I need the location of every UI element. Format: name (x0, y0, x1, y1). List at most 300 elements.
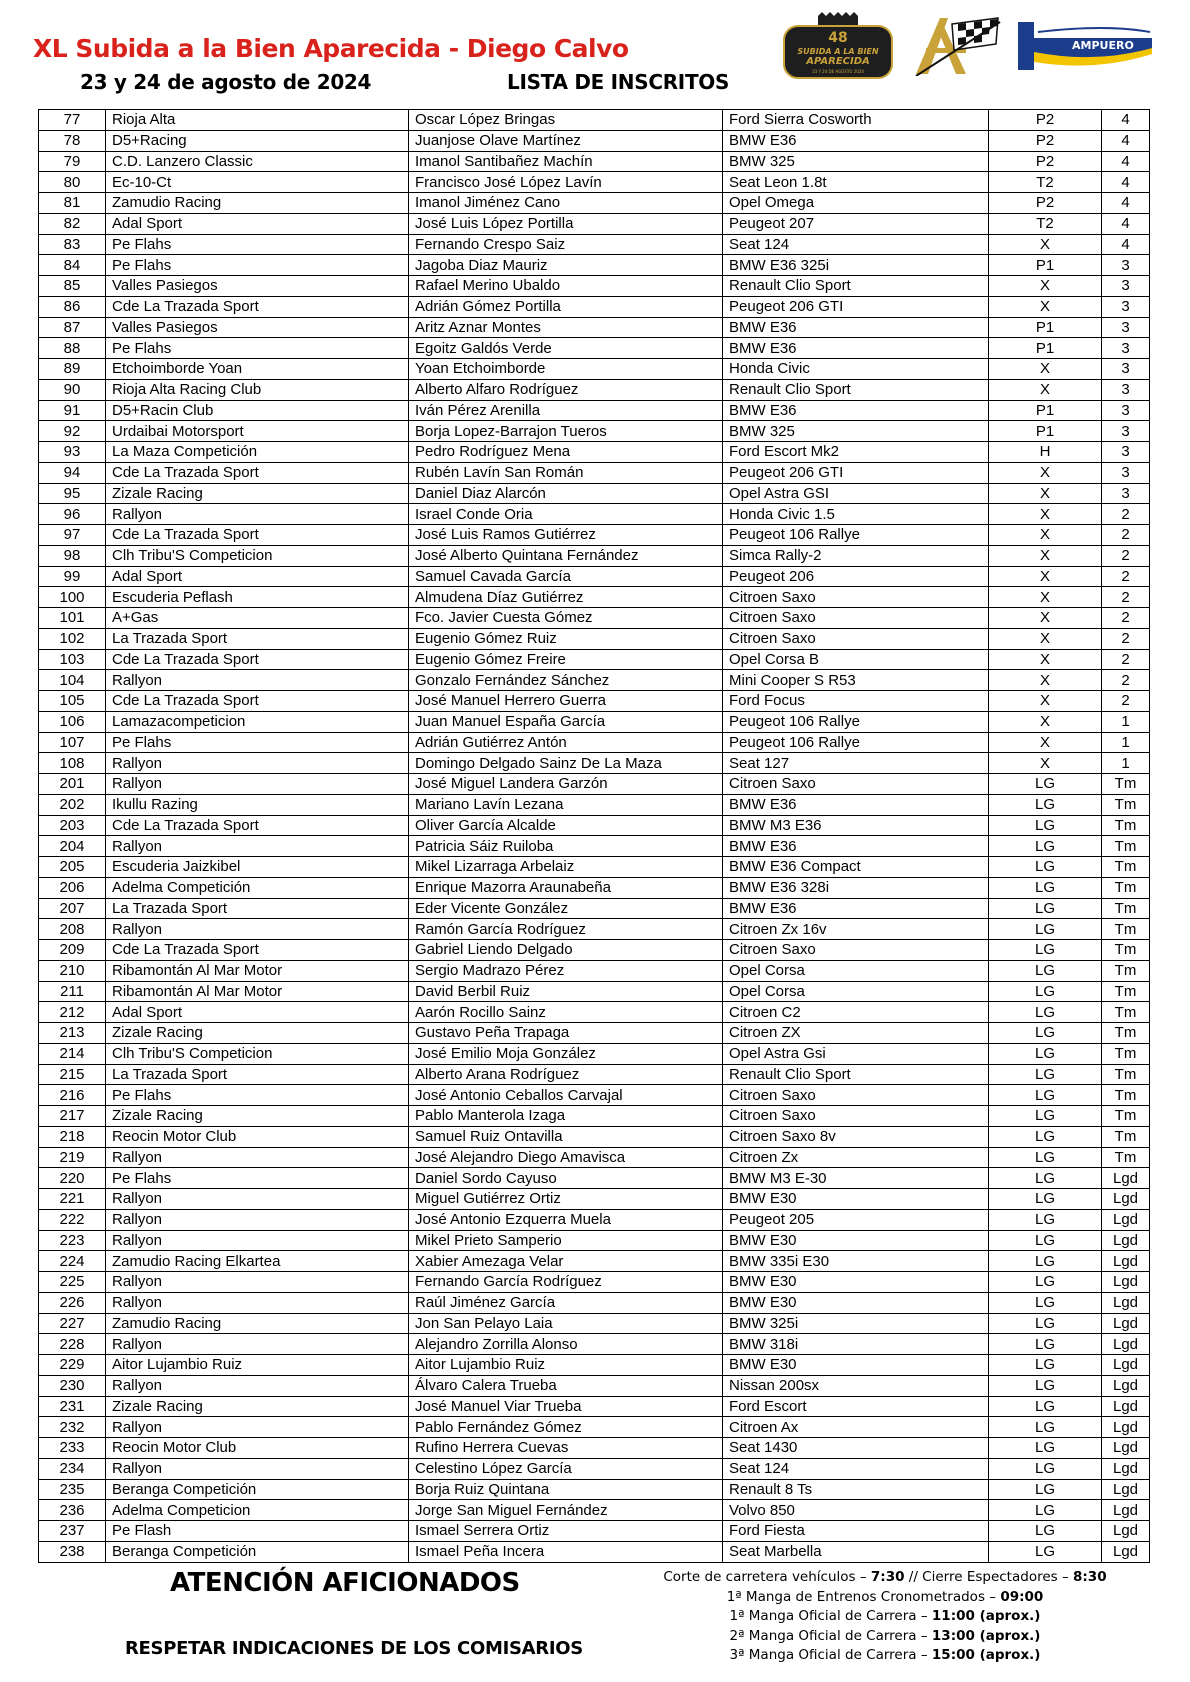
club-name-cell: Zamudio Racing (106, 1313, 409, 1334)
car-model-cell: BMW E30 (723, 1189, 989, 1210)
respect-notice: RESPETAR INDICACIONES DE LOS COMISARIOS (125, 1638, 583, 1659)
table-row (39, 940, 1150, 961)
entry-number-cell: 209 (39, 940, 106, 961)
badge-number: 48 (828, 30, 848, 46)
group-cell: 2 (1102, 628, 1150, 649)
group-cell: Tm (1102, 981, 1150, 1002)
club-name-cell: Adelma Competición (106, 877, 409, 898)
club-name-cell: Adelma Competicion (106, 1500, 409, 1521)
club-name-cell: Rallyon (106, 1334, 409, 1355)
group-cell: Lgd (1102, 1375, 1150, 1396)
group-cell: Tm (1102, 1002, 1150, 1023)
driver-name-cell: Gabriel Liendo Delgado (409, 940, 723, 961)
entry-number-cell: 203 (39, 815, 106, 836)
category-cell: LG (989, 1147, 1102, 1168)
car-model-cell: Opel Astra Gsi (723, 1043, 989, 1064)
table-row (39, 1147, 1150, 1168)
club-name-cell: Rioja Alta Racing Club (106, 379, 409, 400)
driver-name-cell: Aitor Lujambio Ruiz (409, 1355, 723, 1376)
club-name-cell: Zizale Racing (106, 1396, 409, 1417)
car-model-cell: Renault Clio Sport (723, 1064, 989, 1085)
car-model-cell: Opel Omega (723, 193, 989, 214)
club-name-cell: Rallyon (106, 1417, 409, 1438)
car-model-cell: BMW 325i (723, 1313, 989, 1334)
car-model-cell: BMW E30 (723, 1230, 989, 1251)
group-cell: Tm (1102, 898, 1150, 919)
table-row (39, 1230, 1150, 1251)
group-cell: Lgd (1102, 1479, 1150, 1500)
table-row (39, 877, 1150, 898)
driver-name-cell: Pablo Fernández Gómez (409, 1417, 723, 1438)
group-cell: Lgd (1102, 1355, 1150, 1376)
table-row (39, 1085, 1150, 1106)
category-cell: X (989, 628, 1102, 649)
driver-name-cell: Juanjose Olave Martínez (409, 130, 723, 151)
group-cell: 3 (1102, 421, 1150, 442)
club-name-cell: Adal Sport (106, 1002, 409, 1023)
category-cell: X (989, 608, 1102, 629)
table-row (39, 1168, 1150, 1189)
car-model-cell: Citroen Saxo (723, 940, 989, 961)
table-row (39, 1417, 1150, 1438)
entry-number-cell: 223 (39, 1230, 106, 1251)
group-cell: Lgd (1102, 1438, 1150, 1459)
table-row (39, 193, 1150, 214)
entry-list-table (38, 109, 1150, 1563)
driver-name-cell: Xabier Amezaga Velar (409, 1251, 723, 1272)
car-model-cell: BMW E30 (723, 1355, 989, 1376)
club-name-cell: Zizale Racing (106, 483, 409, 504)
category-cell: P2 (989, 193, 1102, 214)
category-cell: LG (989, 1126, 1102, 1147)
category-cell: LG (989, 1355, 1102, 1376)
table-row (39, 1209, 1150, 1230)
category-cell: X (989, 670, 1102, 691)
badge-text-1: SUBIDA A LA BIEN (797, 47, 879, 56)
category-cell: LG (989, 1002, 1102, 1023)
driver-name-cell: José Antonio Ezquerra Muela (409, 1209, 723, 1230)
schedule-block (650, 1568, 1120, 1666)
driver-name-cell: José Manuel Herrero Guerra (409, 691, 723, 712)
driver-name-cell: Daniel Sordo Cayuso (409, 1168, 723, 1189)
club-name-cell: Cde La Trazada Sport (106, 940, 409, 961)
group-cell: 2 (1102, 670, 1150, 691)
entry-number-cell: 98 (39, 545, 106, 566)
table-row (39, 898, 1150, 919)
group-cell: 4 (1102, 130, 1150, 151)
table-row (39, 379, 1150, 400)
car-model-cell: Simca Rally-2 (723, 545, 989, 566)
group-cell: Lgd (1102, 1417, 1150, 1438)
club-name-cell: Rallyon (106, 1189, 409, 1210)
entry-number-cell: 222 (39, 1209, 106, 1230)
category-cell: X (989, 276, 1102, 297)
club-name-cell: Rallyon (106, 1209, 409, 1230)
table-row (39, 1438, 1150, 1459)
entry-number-cell: 80 (39, 172, 106, 193)
table-row (39, 400, 1150, 421)
category-cell: LG (989, 1106, 1102, 1127)
driver-name-cell: Francisco José López Lavín (409, 172, 723, 193)
category-cell: X (989, 711, 1102, 732)
car-model-cell: BMW 325 (723, 151, 989, 172)
table-row (39, 732, 1150, 753)
entry-number-cell: 226 (39, 1292, 106, 1313)
category-cell: LG (989, 1168, 1102, 1189)
category-cell: T2 (989, 172, 1102, 193)
category-cell: LG (989, 1064, 1102, 1085)
driver-name-cell: Adrián Gutiérrez Antón (409, 732, 723, 753)
club-name-cell: Clh Tribu'S Competicion (106, 545, 409, 566)
group-cell: 2 (1102, 525, 1150, 546)
table-row (39, 1126, 1150, 1147)
car-model-cell: Seat 1430 (723, 1438, 989, 1459)
group-cell: Tm (1102, 1043, 1150, 1064)
entry-number-cell: 105 (39, 691, 106, 712)
club-name-cell: Cde La Trazada Sport (106, 691, 409, 712)
category-cell: LG (989, 1521, 1102, 1542)
table-row (39, 960, 1150, 981)
group-cell: 2 (1102, 566, 1150, 587)
club-name-cell: Rallyon (106, 1272, 409, 1293)
group-cell: Tm (1102, 815, 1150, 836)
category-cell: LG (989, 815, 1102, 836)
car-model-cell: Seat 124 (723, 1458, 989, 1479)
table-row (39, 919, 1150, 940)
entry-number-cell: 217 (39, 1106, 106, 1127)
car-model-cell: Citroen ZX (723, 1023, 989, 1044)
car-model-cell: BMW 318i (723, 1334, 989, 1355)
category-cell: LG (989, 774, 1102, 795)
table-row (39, 981, 1150, 1002)
category-cell: LG (989, 1043, 1102, 1064)
category-cell: LG (989, 1500, 1102, 1521)
driver-name-cell: José Miguel Landera Garzón (409, 774, 723, 795)
club-name-cell: D5+Racin Club (106, 400, 409, 421)
category-cell: LG (989, 1189, 1102, 1210)
driver-name-cell: Ramón García Rodríguez (409, 919, 723, 940)
car-model-cell: Seat 127 (723, 753, 989, 774)
category-cell: LG (989, 1023, 1102, 1044)
entry-number-cell: 81 (39, 193, 106, 214)
club-name-cell: La Trazada Sport (106, 1064, 409, 1085)
table-row (39, 213, 1150, 234)
driver-name-cell: José Manuel Viar Trueba (409, 1396, 723, 1417)
group-cell: Tm (1102, 919, 1150, 940)
group-cell: Lgd (1102, 1292, 1150, 1313)
category-cell: LG (989, 1209, 1102, 1230)
table-row (39, 774, 1150, 795)
group-cell: 4 (1102, 110, 1150, 131)
driver-name-cell: Oscar López Bringas (409, 110, 723, 131)
car-model-cell: BMW E30 (723, 1272, 989, 1293)
club-name-cell: Beranga Competición (106, 1479, 409, 1500)
club-name-cell: Pe Flahs (106, 338, 409, 359)
car-model-cell: Renault Clio Sport (723, 276, 989, 297)
group-cell: Lgd (1102, 1209, 1150, 1230)
driver-name-cell: Alberto Arana Rodríguez (409, 1064, 723, 1085)
car-model-cell: Citroen Saxo (723, 628, 989, 649)
entry-number-cell: 108 (39, 753, 106, 774)
entry-number-cell: 91 (39, 400, 106, 421)
category-cell: LG (989, 898, 1102, 919)
club-name-cell: Aitor Lujambio Ruiz (106, 1355, 409, 1376)
table-row (39, 1002, 1150, 1023)
entry-number-cell: 107 (39, 732, 106, 753)
club-name-cell: Ikullu Razing (106, 794, 409, 815)
group-cell: Lgd (1102, 1458, 1150, 1479)
car-model-cell: Peugeot 206 (723, 566, 989, 587)
table-row (39, 483, 1150, 504)
entry-number-cell: 102 (39, 628, 106, 649)
table-row (39, 836, 1150, 857)
entry-number-cell: 233 (39, 1438, 106, 1459)
club-name-cell: La Trazada Sport (106, 898, 409, 919)
car-model-cell: Mini Cooper S R53 (723, 670, 989, 691)
car-model-cell: Peugeot 106 Rallye (723, 711, 989, 732)
driver-name-cell: David Berbil Ruiz (409, 981, 723, 1002)
category-cell: P1 (989, 338, 1102, 359)
ampuero-logo (1016, 18, 1156, 74)
category-cell: X (989, 359, 1102, 380)
driver-name-cell: Mikel Prieto Samperio (409, 1230, 723, 1251)
club-name-cell: La Maza Competición (106, 442, 409, 463)
club-name-cell: Pe Flahs (106, 234, 409, 255)
group-cell: Tm (1102, 1147, 1150, 1168)
badge-text-2: APARECIDA (806, 56, 870, 67)
driver-name-cell: José Alejandro Diego Amavisca (409, 1147, 723, 1168)
category-cell: LG (989, 1417, 1102, 1438)
club-name-cell: Ec-10-Ct (106, 172, 409, 193)
driver-name-cell: Egoitz Galdós Verde (409, 338, 723, 359)
table-row (39, 317, 1150, 338)
table-row (39, 1272, 1150, 1293)
group-cell: 3 (1102, 462, 1150, 483)
category-cell: X (989, 296, 1102, 317)
driver-name-cell: Adrián Gómez Portilla (409, 296, 723, 317)
driver-name-cell: Gonzalo Fernández Sánchez (409, 670, 723, 691)
table-row (39, 130, 1150, 151)
group-cell: 4 (1102, 234, 1150, 255)
group-cell: 3 (1102, 483, 1150, 504)
car-model-cell: Renault Clio Sport (723, 379, 989, 400)
group-cell: 3 (1102, 379, 1150, 400)
group-cell: Tm (1102, 836, 1150, 857)
schedule-line: Corte de carretera vehículos – 7:30 // Cierre Espectadores – 8:30 (663, 1569, 1107, 1585)
car-model-cell: Citroen Saxo (723, 587, 989, 608)
table-row (39, 608, 1150, 629)
driver-name-cell: Eugenio Gómez Freire (409, 649, 723, 670)
entry-number-cell: 93 (39, 442, 106, 463)
category-cell: LG (989, 1230, 1102, 1251)
car-model-cell: Citroen Saxo (723, 1085, 989, 1106)
driver-name-cell: Israel Conde Oria (409, 504, 723, 525)
group-cell: Tm (1102, 794, 1150, 815)
table-row (39, 462, 1150, 483)
group-cell: Tm (1102, 1085, 1150, 1106)
group-cell: Lgd (1102, 1272, 1150, 1293)
club-name-cell: Rallyon (106, 774, 409, 795)
car-model-cell: Citroen Zx (723, 1147, 989, 1168)
driver-name-cell: Fernando Crespo Saiz (409, 234, 723, 255)
entry-number-cell: 85 (39, 276, 106, 297)
club-flag-logo (908, 14, 1004, 76)
table-row (39, 649, 1150, 670)
car-model-cell: BMW E36 (723, 400, 989, 421)
car-model-cell: Peugeot 206 GTI (723, 462, 989, 483)
badge-date: 23 Y 24 DE AGOSTO 2024 (812, 69, 864, 74)
table-row (39, 1458, 1150, 1479)
club-name-cell: Reocin Motor Club (106, 1438, 409, 1459)
car-model-cell: BMW E36 (723, 794, 989, 815)
category-cell: LG (989, 1438, 1102, 1459)
entry-number-cell: 225 (39, 1272, 106, 1293)
table-row (39, 670, 1150, 691)
car-model-cell: BMW E36 328i (723, 877, 989, 898)
group-cell: 3 (1102, 255, 1150, 276)
entry-number-cell: 227 (39, 1313, 106, 1334)
driver-name-cell: José Alberto Quintana Fernández (409, 545, 723, 566)
group-cell: Tm (1102, 960, 1150, 981)
car-model-cell: Peugeot 106 Rallye (723, 525, 989, 546)
category-cell: LG (989, 1313, 1102, 1334)
entry-number-cell: 206 (39, 877, 106, 898)
driver-name-cell: Aarón Rocillo Sainz (409, 1002, 723, 1023)
entry-number-cell: 78 (39, 130, 106, 151)
car-model-cell: Ford Fiesta (723, 1521, 989, 1542)
category-cell: LG (989, 857, 1102, 878)
category-cell: LG (989, 940, 1102, 961)
group-cell: 3 (1102, 296, 1150, 317)
schedule-line: 1ª Manga de Entrenos Cronometrados – 09:00 (726, 1588, 1044, 1605)
group-cell: 2 (1102, 649, 1150, 670)
table-row (39, 1355, 1150, 1376)
group-cell: 3 (1102, 442, 1150, 463)
table-row (39, 815, 1150, 836)
car-model-cell: BMW E36 (723, 130, 989, 151)
club-name-cell: A+Gas (106, 608, 409, 629)
club-name-cell: Rallyon (106, 919, 409, 940)
entry-number-cell: 82 (39, 213, 106, 234)
entry-number-cell: 79 (39, 151, 106, 172)
driver-name-cell: Celestino López García (409, 1458, 723, 1479)
group-cell: Tm (1102, 940, 1150, 961)
club-name-cell: Valles Pasiegos (106, 317, 409, 338)
entry-list-body (39, 110, 1150, 1563)
entry-number-cell: 210 (39, 960, 106, 981)
category-cell: LG (989, 981, 1102, 1002)
schedule-line: 1ª Manga Oficial de Carrera – 11:00 (aprox.) (729, 1608, 1041, 1624)
car-model-cell: BMW E30 (723, 1292, 989, 1313)
driver-name-cell: Enrique Mazorra Araunabeña (409, 877, 723, 898)
event-badge-logo (782, 12, 894, 80)
table-row (39, 1292, 1150, 1313)
car-model-cell: Peugeot 206 GTI (723, 296, 989, 317)
entry-number-cell: 201 (39, 774, 106, 795)
car-model-cell: Opel Corsa B (723, 649, 989, 670)
driver-name-cell: Iván Pérez Arenilla (409, 400, 723, 421)
category-cell: P2 (989, 110, 1102, 131)
driver-name-cell: Alberto Alfaro Rodríguez (409, 379, 723, 400)
category-cell: LG (989, 836, 1102, 857)
driver-name-cell: Mariano Lavín Lezana (409, 794, 723, 815)
car-model-cell: Opel Corsa (723, 981, 989, 1002)
table-row (39, 1023, 1150, 1044)
entry-number-cell: 97 (39, 525, 106, 546)
driver-name-cell: Daniel Diaz Alarcón (409, 483, 723, 504)
category-cell: T2 (989, 213, 1102, 234)
club-name-cell: Etchoimborde Yoan (106, 359, 409, 380)
driver-name-cell: Samuel Ruiz Ontavilla (409, 1126, 723, 1147)
entry-number-cell: 236 (39, 1500, 106, 1521)
table-row (39, 276, 1150, 297)
group-cell: Lgd (1102, 1334, 1150, 1355)
group-cell: 3 (1102, 317, 1150, 338)
entry-number-cell: 92 (39, 421, 106, 442)
table-row (39, 711, 1150, 732)
category-cell: LG (989, 1085, 1102, 1106)
car-model-cell: Peugeot 207 (723, 213, 989, 234)
entry-number-cell: 90 (39, 379, 106, 400)
driver-name-cell: Domingo Delgado Sainz De La Maza (409, 753, 723, 774)
club-name-cell: Rallyon (106, 670, 409, 691)
entry-number-cell: 77 (39, 110, 106, 131)
club-name-cell: Cde La Trazada Sport (106, 815, 409, 836)
club-name-cell: Zamudio Racing (106, 193, 409, 214)
category-cell: LG (989, 1251, 1102, 1272)
entry-number-cell: 84 (39, 255, 106, 276)
entry-number-cell: 238 (39, 1541, 106, 1562)
driver-name-cell: Álvaro Calera Trueba (409, 1375, 723, 1396)
group-cell: 3 (1102, 338, 1150, 359)
category-cell: P1 (989, 255, 1102, 276)
car-model-cell: Citroen Ax (723, 1417, 989, 1438)
entry-number-cell: 106 (39, 711, 106, 732)
category-cell: P1 (989, 400, 1102, 421)
table-row (39, 1064, 1150, 1085)
car-model-cell: Ford Sierra Cosworth (723, 110, 989, 131)
entry-number-cell: 95 (39, 483, 106, 504)
driver-name-cell: Jagoba Diaz Mauriz (409, 255, 723, 276)
club-name-cell: D5+Racing (106, 130, 409, 151)
entry-number-cell: 234 (39, 1458, 106, 1479)
group-cell: 2 (1102, 545, 1150, 566)
entry-number-cell: 221 (39, 1189, 106, 1210)
group-cell: Lgd (1102, 1521, 1150, 1542)
entry-number-cell: 94 (39, 462, 106, 483)
club-name-cell: Reocin Motor Club (106, 1126, 409, 1147)
category-cell: P1 (989, 421, 1102, 442)
group-cell: Lgd (1102, 1396, 1150, 1417)
category-cell: X (989, 234, 1102, 255)
car-model-cell: Citroen Saxo (723, 774, 989, 795)
attention-heading: ATENCIÓN AFICIONADOS (170, 1568, 520, 1598)
table-row (39, 1500, 1150, 1521)
table-row (39, 110, 1150, 131)
category-cell: X (989, 753, 1102, 774)
driver-name-cell: Raúl Jiménez García (409, 1292, 723, 1313)
table-row (39, 338, 1150, 359)
driver-name-cell: Sergio Madrazo Pérez (409, 960, 723, 981)
club-name-cell: Lamazacompeticion (106, 711, 409, 732)
driver-name-cell: Imanol Santibañez Machín (409, 151, 723, 172)
driver-name-cell: Jorge San Miguel Fernández (409, 1500, 723, 1521)
car-model-cell: Volvo 850 (723, 1500, 989, 1521)
category-cell: X (989, 379, 1102, 400)
entry-number-cell: 219 (39, 1147, 106, 1168)
entry-number-cell: 212 (39, 1002, 106, 1023)
category-cell: X (989, 732, 1102, 753)
